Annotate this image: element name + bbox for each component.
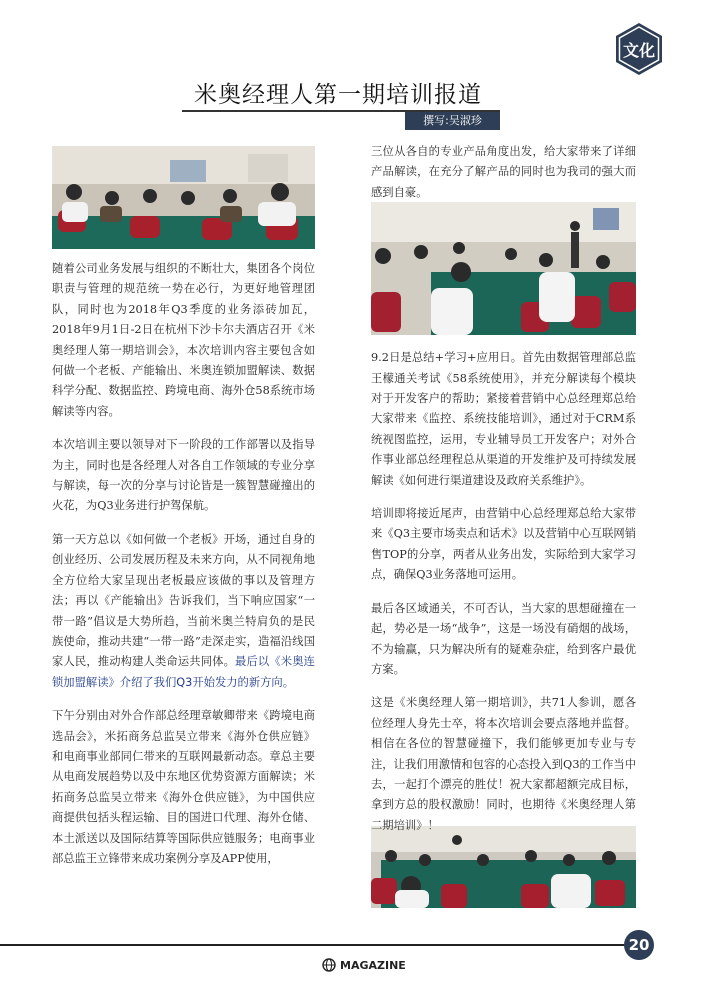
footer-brand: [322, 957, 406, 973]
section-badge-label: 文化: [622, 40, 655, 60]
paragraph-summary: 这是《米奥经理人第一期培训》，共71人参训，愿各位经理人身先士卒，将本次培训会要点落地并监督。相信在各位的智慧碰撞下，我们能够更加专业与专注，让我们用激情和包容的心态投入到Q3的工作当中去，一起打个漂亮的胜仗！祝大家都超额完成目标，拿到方总的股权激励！同时，也期待《米奥经理人第二期培训》！: [371, 696, 636, 832]
paragraph-day-two: 9.2日是总结+学习+应用日。首先由数据管理部总监王檬通关考试《58系统使用》，并充分解读每个模块对于开发客户的帮助；紧接着营销中心总经理郑总给大家带来《监控、系统技能培训》，通过对于CRM系统视图监控，运用，专业辅导员工开发客户；对外合作事业部总经理程总从渠道的开发维护及可持续发展解读《如何进行渠道建设及政府关系维护》。: [371, 351, 636, 487]
article-column-right: [371, 142, 636, 849]
page-number: 20: [624, 930, 654, 960]
paragraph-day-one: [52, 530, 315, 693]
paragraph-purpose: 本次培训主要以领导对下一阶段的工作部署以及指导为主，同时也是各经理人对各自工作领域的专业分享与解读，每一次的分享与讨论皆是一簇智慧碰撞出的火花，为Q3业务进行护驾保航。: [52, 438, 315, 513]
article-column-left: [52, 259, 315, 882]
paragraph-regional-review: 最后各区域通关，不可否认，当大家的思想碰撞在一起，势必是一场“战争”，这是一场没有硝烟的战场，不为输赢，只为解决所有的疑难杂症，给到客户最优方案。: [371, 601, 636, 676]
paragraph-continuation: 三位从各自的专业产品角度出发，给大家带来了详细产品解读，在充分了解产品的同时也为我司的强大而感到自豪。: [371, 145, 636, 199]
article-title: 米奥经理人第一期培训报道: [194, 82, 482, 108]
footer-rule: [0, 944, 630, 946]
globe-icon: [322, 958, 336, 972]
day-one-highlight: 最后以《米奥连锁加盟解读》介绍了我们Q3开始发力的新方向。: [52, 655, 315, 689]
day-one-text: 第一天方总以《如何做一个老板》开场，通过自身的创业经历、公司发展历程及未来方向，从不同视角地全方位给大家呈现出老板最应该做的事以及管理方法；再以《产能输出》告诉我们，当下响应国家“一带一路”倡议是大势所趋，当前米奥兰特肩负的是民族使命，推动共建“一带一路”走深走实，造福沿线国家人民，推动构建人类命运共同体。: [52, 532, 315, 669]
training-photo-1: [52, 146, 315, 249]
paragraph-intro: 随着公司业务发展与组织的不断壮大，集团各个岗位职责与管理的规范统一势在必行，为更好地管理团队，同时也为2018年Q3季度的业务添砖加瓦， 2018年9月1日-2日在杭州下沙卡尔夫酒店召开《米奥经理人第一期培训会》，本次培训内容主要包含如何做一个老板、产能输出、米奥连锁加盟解读、数据科学分配、数据监控、跨境电商、海外仓58系统市场解读等内容。: [52, 262, 315, 418]
paragraph-afternoon: 下午分别由对外合作部总经理章敏卿带来《跨境电商选品会》，米拓商务总监吴立带来《海外仓供应链》和电商事业部同仁带来的互联网最新动态。章总主要从电商发展趋势以及中东地区优势资源方面解读；米拓商务总监吴立带来《海外仓供应链》，为中国供应商提供包括头程运输、目的国进口代理、海外仓储、本土派送以及国际结算等国际供应链服务；电商事业部总监王立锋带来成功案例分享及APP使用，: [52, 709, 315, 865]
footer-brand-label: MAGAZINE: [340, 958, 406, 972]
author-tag: 撰写:吴淑珍: [405, 112, 500, 130]
paragraph-closing-session: 培训即将接近尾声，由营销中心总经理郑总给大家带来《Q3主要市场卖点和话术》以及营销中心互联网销售TOP的分享，两者从业务出发，实际给到大家学习点，确保Q3业务落地可运用。: [371, 507, 636, 582]
